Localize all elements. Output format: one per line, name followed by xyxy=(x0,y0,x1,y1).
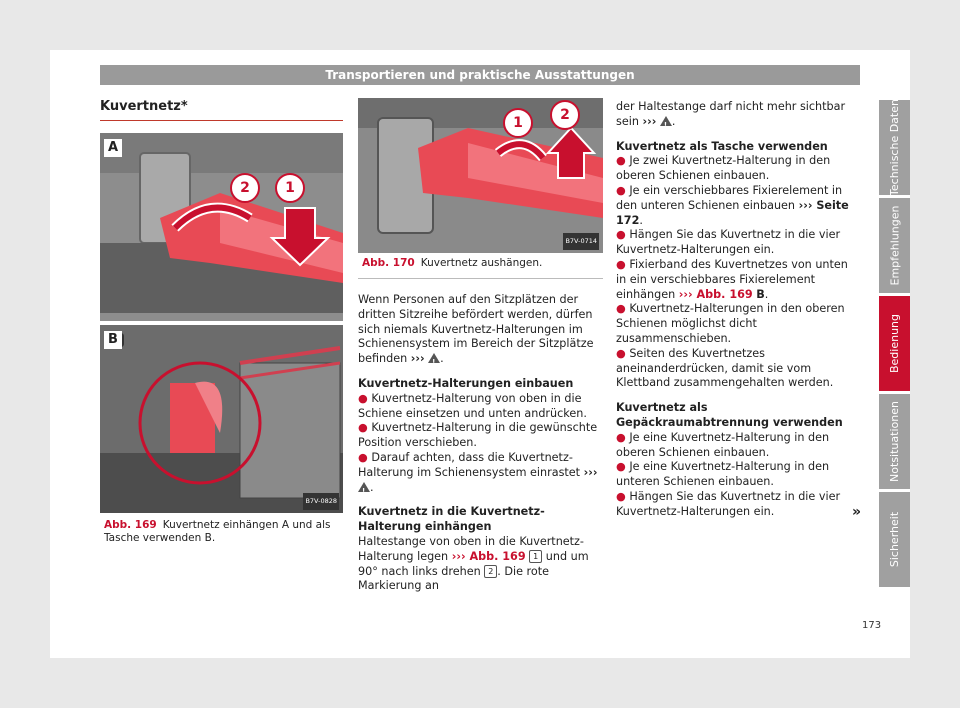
figure-170 xyxy=(358,98,603,253)
list-item: ● Je eine Kuvertnetz-Halterung in den unteren Schienen einbauen. xyxy=(616,460,830,489)
figure-169-caption xyxy=(100,519,343,545)
caption-text: Kuvertnetz einhängen A und als Tasche verwenden B. xyxy=(104,519,331,544)
list-item: ● Seiten des Kuvertnetzes aneinanderdrücken, damit sie vom Klettband zusammengehalten werden. xyxy=(616,346,834,390)
figure-label-a: A xyxy=(104,139,122,157)
figure-number: Abb. 170 xyxy=(362,257,415,269)
tab-bedienung[interactable]: Bedienung xyxy=(879,296,910,391)
column-3 xyxy=(616,100,861,520)
list-item: ● Kuvertnetz-Halterung in die gewünschte Position verschieben. xyxy=(358,421,598,450)
list-item: ● Je zwei Kuvertnetz-Halterung in den oberen Schienen einbauen. xyxy=(616,154,831,183)
warning-icon xyxy=(358,482,370,492)
list-item: ● Hängen Sie das Kuvertnetz in die vier Kuvertnetz-Halterungen ein. » xyxy=(616,489,861,520)
subheading-einbauen: Kuvertnetz-Halterungen einbauen xyxy=(358,376,574,390)
subheading-tasche: Kuvertnetz als Tasche verwenden xyxy=(616,139,828,153)
figure-reference-link[interactable]: ››› Abb. 169 xyxy=(678,287,753,301)
figure-code: B7V-0828 xyxy=(303,493,339,510)
paragraph: der Haltestange darf nicht mehr sichtbar sein ››› ! . xyxy=(616,100,861,130)
list-item: ● Je eine Kuvertnetz-Halterung in den oberen Schienen einbauen. xyxy=(616,430,830,459)
page-number: 173 xyxy=(862,620,882,631)
figure-number: Abb. 169 xyxy=(104,519,157,531)
caption-text: Kuvertnetz aushängen. xyxy=(420,257,543,269)
callout-badge-2: 2 xyxy=(550,100,580,130)
figure-reference-link[interactable]: ››› Abb. 169 xyxy=(451,549,526,563)
step-number: 1 xyxy=(529,550,542,563)
paragraph: Haltestange von oben in die Kuvertnetz-Halterung legen ››› Abb. 169 1 und um 90° nach links drehen 2 . Die rote Markierung an xyxy=(358,534,589,593)
subheading-einhaengen: Kuvertnetz in die Kuvertnetz-Halterung einhängen xyxy=(358,505,545,534)
figure-169-illustration xyxy=(100,133,343,513)
list-item: ● Kuvertnetz-Halterung von oben in die Schiene einsetzen und unten andrücken. xyxy=(358,391,587,420)
column-2 xyxy=(358,100,603,594)
column-1 xyxy=(100,100,343,545)
figure-169 xyxy=(100,133,343,513)
list-item: ● Darauf achten, dass die Kuvertnetz-Halterung im Schienensystem einrastet ››› !. xyxy=(358,451,603,495)
tab-empfehlungen[interactable]: Empfehlungen xyxy=(879,198,910,293)
list-item: ● Fixierband des Kuvertnetzes von unten in ein verschiebbares Fixierelement einhängen ››› Abb. 169 B. xyxy=(616,257,848,301)
list-item: ● Je ein verschiebbares Fixierelement in den unteren Schienen einbauen ››› Seite 172. xyxy=(616,183,849,227)
tab-notsituationen[interactable]: Notsituationen xyxy=(879,394,910,489)
list-item: ● Kuvertnetz-Halterungen in den oberen Schienen möglichst dicht zusammenschieben. xyxy=(616,302,845,345)
figure-label-b: B xyxy=(104,331,122,349)
page-reference-link[interactable]: ››› Seite 172 xyxy=(616,198,849,227)
callout-badge-1: 1 xyxy=(503,108,533,138)
subheading-abtrennung: Kuvertnetz als Gepäckraumabtrennung verwenden xyxy=(616,401,843,429)
tab-technische-daten[interactable]: Technische Daten xyxy=(879,100,910,195)
step-number: 2 xyxy=(484,565,497,578)
page-header: Transportieren und praktische Ausstattungen xyxy=(100,65,860,85)
warning-icon xyxy=(660,116,672,126)
warning-icon xyxy=(428,353,440,363)
figure-170-caption xyxy=(358,257,603,270)
list-item: ● Hängen Sie das Kuvertnetz in die vier Kuvertnetz-Halterungen ein. xyxy=(616,228,841,257)
section-title: Kuvertnetz* xyxy=(100,100,343,121)
tab-sicherheit[interactable]: Sicherheit xyxy=(879,492,910,587)
callout-badge-1: 1 xyxy=(275,173,305,203)
figure-code: B7V-0714 xyxy=(563,233,599,250)
callout-badge-2: 2 xyxy=(230,173,260,203)
continue-marker: » xyxy=(851,503,861,520)
warning-paragraph: Wenn Personen auf den Sitzplätzen der dritten Sitzreihe befördert werden, dürfen sich niemals Kuvertnetz-Halterungen im Schienensystem im Bereich der Sitzplätze befinden ››› ! . xyxy=(358,293,603,367)
